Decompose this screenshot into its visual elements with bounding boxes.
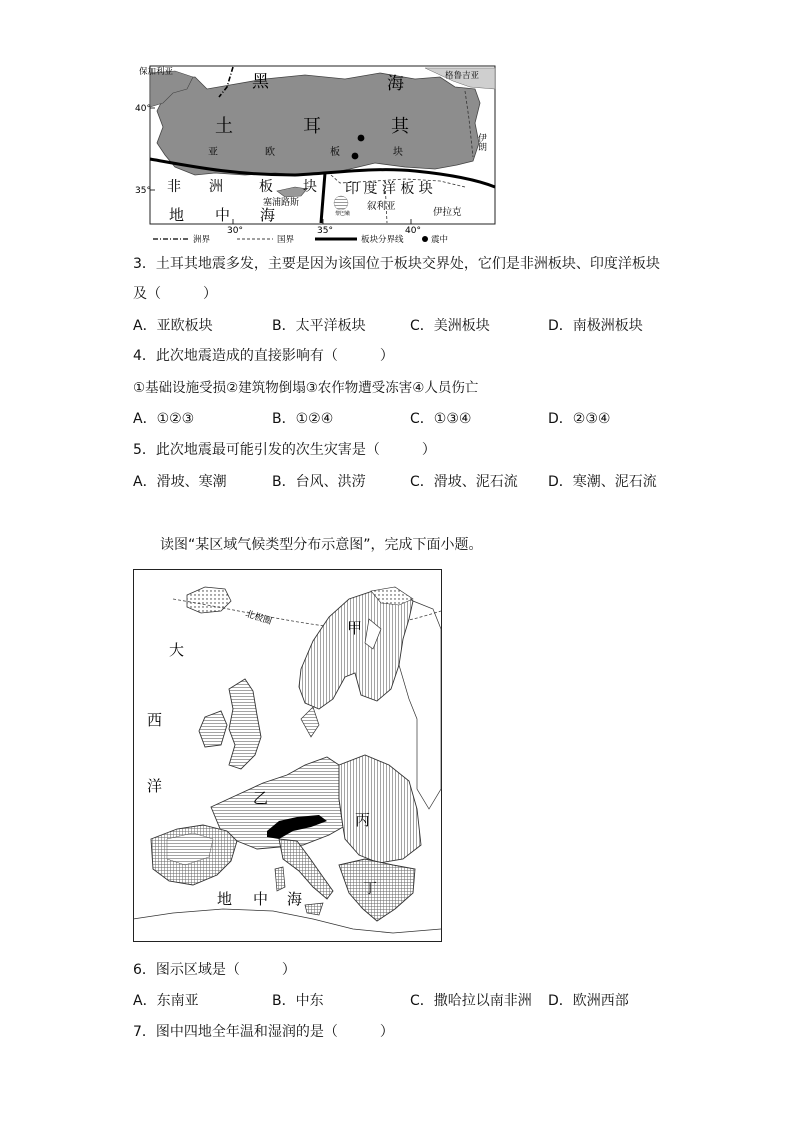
q3-option-b[interactable]: B．太平洋板块	[272, 318, 366, 334]
label-lon40: 40°	[405, 226, 421, 236]
label-kuai2: 块	[303, 179, 317, 195]
q3-stem-line1: 3．土耳其地震多发，主要是因为该国位于板块交界处，它们是非洲板块、印度洋板块	[133, 256, 660, 272]
europe-climate-map	[133, 569, 443, 943]
label-lon35: 35°	[317, 226, 333, 236]
turkey-plate-map	[135, 63, 497, 245]
label-cyprus: 塞浦路斯	[263, 198, 300, 208]
legend-plate: 板块分界线	[361, 235, 404, 245]
label-iran: 伊朗	[476, 133, 486, 151]
q3-option-a[interactable]: A．亚欧板块	[133, 318, 213, 334]
q6-option-b[interactable]: B．中东	[272, 993, 324, 1009]
label-ya: 亚	[208, 147, 218, 158]
label-hai: 海	[287, 890, 303, 908]
label-ding: 丁	[363, 881, 377, 897]
q3-stem-line2: 及（ ）	[133, 286, 217, 302]
label-jia: 甲	[347, 619, 363, 637]
q4-items: ①基础设施受损②建筑物倒塌③农作物遭受冻害④人员伤亡	[133, 380, 479, 396]
label-lon30: 30°	[227, 226, 243, 236]
label-di: 地	[217, 890, 233, 908]
reading-intro: 读图“某区域气候类型分布示意图”，完成下面小题。	[160, 537, 483, 553]
label-fei: 非	[167, 179, 181, 195]
label-qi: 其	[391, 116, 409, 137]
label-kuai: 块	[393, 147, 403, 158]
label-syria: 叙利亚	[367, 201, 396, 212]
legend-national: 国界	[277, 235, 295, 245]
q4-stem: 4．此次地震造成的直接影响有（ ）	[133, 348, 394, 364]
label-ou: 欧	[265, 147, 275, 158]
label-georgia: 格鲁吉亚	[445, 71, 480, 81]
q4-option-b[interactable]: B．①②④	[272, 411, 334, 427]
label-hai: 海	[260, 206, 276, 224]
q6-option-d[interactable]: D．欧洲西部	[548, 993, 629, 1009]
label-ban: 板	[330, 147, 340, 158]
label-yang: 洋	[147, 777, 163, 795]
q4-option-d[interactable]: D．②③④	[548, 411, 611, 427]
label-lat40: 40°	[135, 104, 151, 114]
label-arctic: 北极圈	[244, 609, 273, 628]
label-er: 耳	[303, 116, 321, 137]
label-iraq: 伊拉克	[433, 207, 462, 218]
q4-option-c[interactable]: C．①③④	[410, 411, 472, 427]
q5-option-b[interactable]: B．台风、洪涝	[272, 474, 366, 490]
label-bing: 丙	[355, 811, 371, 829]
q5-option-c[interactable]: C．滑坡、泥石流	[410, 474, 518, 490]
label-black: 黑	[252, 72, 269, 92]
q5-option-d[interactable]: D．寒潮、泥石流	[548, 474, 657, 490]
label-lebanon: 黎巴嫩	[335, 211, 351, 217]
label-yi: 乙	[253, 789, 269, 807]
label-sea: 海	[387, 74, 404, 94]
epicenter-dot-1	[358, 135, 365, 142]
label-ban2: 板	[259, 179, 273, 195]
label-zhong: 中	[215, 206, 231, 224]
legend-epicenter: 震中	[431, 235, 449, 245]
label-zhou: 洲	[209, 179, 223, 195]
q4-option-a[interactable]: A．①②③	[133, 411, 195, 427]
label-bulgaria: 保加利亚	[139, 67, 174, 77]
q3-option-d[interactable]: D．南极洲板块	[548, 318, 643, 334]
q7-stem: 7．图中四地全年温和湿润的是（ ）	[133, 1024, 394, 1040]
map-legend	[153, 234, 448, 245]
label-xi: 西	[147, 711, 163, 729]
label-zhong: 中	[253, 890, 269, 908]
label-lat35: 35°	[135, 186, 151, 196]
q5-stem: 5．此次地震最可能引发的次生灾害是（ ）	[133, 442, 436, 458]
legend-continent: 洲界	[193, 235, 211, 245]
q6-stem: 6．图示区域是（ ）	[133, 962, 296, 978]
q3-option-c[interactable]: C．美洲板块	[410, 318, 490, 334]
q5-option-a[interactable]: A．滑坡、寒潮	[133, 474, 227, 490]
label-indian-plate: 印 度 洋 板 块	[345, 181, 433, 197]
q6-option-a[interactable]: A．东南亚	[133, 993, 199, 1009]
q6-option-c[interactable]: C．撒哈拉以南非洲	[410, 993, 532, 1009]
epicenter-dot-2	[352, 153, 359, 160]
label-di: 地	[169, 206, 185, 224]
label-tu: 土	[215, 116, 233, 137]
label-da: 大	[169, 641, 185, 659]
